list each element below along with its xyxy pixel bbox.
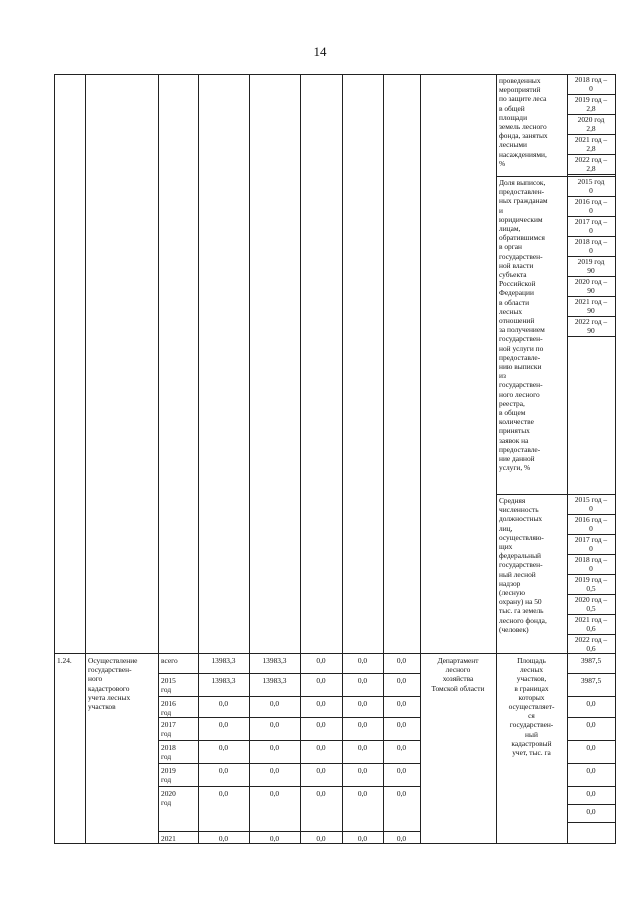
amount-cell: 0,0 (357, 834, 368, 843)
amount-cell: 0,0 (269, 789, 280, 798)
amount-cell: 0,0 (357, 743, 368, 752)
value-separator (567, 804, 616, 805)
amount-cell: 0,0 (316, 676, 326, 685)
year-label: 2021 (161, 834, 176, 843)
amount-cell: 13983,3 (262, 656, 287, 665)
indicator-value: 0,0 (586, 720, 596, 729)
value-separator (567, 696, 616, 697)
amount-cell: 0,0 (396, 743, 407, 752)
column-border (615, 74, 616, 843)
amount-cell: 13983,3 (211, 676, 236, 685)
column-border (54, 74, 55, 843)
indicator-value: 0,0 (586, 789, 596, 798)
indicator-value: 2019 год 90 (577, 257, 605, 276)
amount-cell: 0,0 (316, 656, 326, 665)
indicator-value: 0,0 (586, 699, 596, 708)
amount-cell: 0,0 (218, 720, 229, 729)
table-top-border (54, 74, 616, 75)
indicator-value: 2021 год – 0,6 (574, 615, 608, 634)
column-border (158, 74, 159, 843)
executor: Департамент лесного хозяйства Томской области (431, 656, 485, 693)
indicator-value: 2022 год – 2,8 (574, 155, 608, 174)
indicator-value: 2022 год – 0,6 (574, 635, 608, 654)
amount-cell: 0,0 (396, 699, 407, 708)
year-label: 2019 год (161, 766, 176, 785)
amount-cell: 0,0 (269, 766, 280, 775)
activity-name: Осуществление государствен- ного кадастрового учета лесных участков (88, 656, 138, 712)
indicator-value: 2017 год – 0 (574, 535, 608, 554)
amount-cell: 0,0 (316, 720, 326, 729)
value-separator (567, 822, 616, 823)
value-separator (567, 673, 616, 674)
amount-cell: 0,0 (396, 789, 407, 798)
value-separator (567, 763, 616, 764)
year-row-separator (158, 696, 421, 697)
amount-cell: 0,0 (218, 699, 229, 708)
amount-cell: 0,0 (357, 656, 368, 665)
year-row-separator (158, 740, 421, 741)
indicator-value: 2019 год – 2,8 (574, 95, 608, 114)
indicator-value: 2018 год – 0 (574, 555, 608, 574)
value-separator (567, 717, 616, 718)
amount-cell: 0,0 (269, 699, 280, 708)
amount-cell: 0,0 (396, 720, 407, 729)
indicator-value: 2015 год 0 (577, 177, 605, 196)
amount-cell: 0,0 (218, 834, 229, 843)
amount-cell: 13983,3 (262, 676, 287, 685)
indicator-value: 2016 год – 0 (574, 515, 608, 534)
amount-cell: 0,0 (269, 834, 280, 843)
indicator-value: 2018 год – 0 (574, 75, 608, 94)
column-border (85, 74, 86, 843)
year-label: 2015 год (161, 676, 176, 695)
amount-cell: 0,0 (218, 789, 229, 798)
amount-cell: 0,0 (316, 699, 326, 708)
indicator-value: 3987,5 (580, 656, 602, 665)
indicator-text: Площадь лесных участков, в границах которых осуществляет- ся государствен- ный кадастровый учет, тыс. га (508, 656, 555, 758)
year-label: 2017 год (161, 720, 176, 739)
row-separator (54, 653, 616, 654)
indicator-value: 2019 год – 0,5 (574, 575, 608, 594)
year-row-separator (158, 831, 421, 832)
amount-cell: 13983,3 (211, 656, 236, 665)
year-row-separator (158, 786, 421, 787)
indicator-value: 2020 год 2,8 (577, 115, 605, 134)
year-label: 2018 год (161, 743, 176, 762)
value-separator (567, 174, 616, 175)
indicator-value: 3987,5 (580, 676, 602, 685)
amount-cell: 0,0 (316, 834, 326, 843)
indicator-value: 0,0 (586, 743, 596, 752)
indicator-value: 2022 год – 90 (574, 317, 608, 336)
indicator-value: 2017 год – 0 (574, 217, 608, 236)
value-separator (567, 336, 616, 337)
indicator-value: 2021 год – 2,8 (574, 135, 608, 154)
indicator-text: Средняя численность должностных лиц, осуществляю- щих федеральный государствен- ный лесной надзор (лесную охрану) на 50 тыс. га земель лесного фонда, (человек) (499, 496, 547, 634)
amount-cell: 0,0 (357, 699, 368, 708)
amount-cell: 0,0 (357, 766, 368, 775)
amount-cell: 0,0 (269, 743, 280, 752)
amount-cell: 0,0 (218, 766, 229, 775)
column-border (420, 74, 421, 843)
indicator-value: 2018 год – 0 (574, 237, 608, 256)
indicator-value: 0,0 (586, 766, 596, 775)
amount-cell: 0,0 (316, 789, 326, 798)
indicator-value: 2020 год – 0,5 (574, 595, 608, 614)
indicator-value: 2021 год – 90 (574, 297, 608, 316)
year-label: всего (161, 656, 178, 665)
amount-cell: 0,0 (396, 676, 407, 685)
year-label: 2016 год (161, 699, 176, 718)
amount-cell: 0,0 (396, 766, 407, 775)
amount-cell: 0,0 (218, 743, 229, 752)
amount-cell: 0,0 (316, 766, 326, 775)
amount-cell: 0,0 (269, 720, 280, 729)
amount-cell: 0,0 (357, 676, 368, 685)
indicator-value: 2015 год – 0 (574, 495, 608, 514)
amount-cell: 0,0 (357, 720, 368, 729)
row-number: 1.24. (57, 656, 72, 665)
column-border (496, 74, 497, 843)
value-separator (567, 740, 616, 741)
indicator-text: Доля выписок, предоставлен- ных гражданам и юридическим лицам, обратившимся в орган государствен- ной власти субъекта Российской Федерации в области лесных отношений за получением государствен- ной услуги по предоставле- нию выписки из государствен- ного лесного реестра, в общем количестве принятых заявок на предоставле- ние данной услуги, % (499, 178, 548, 473)
indicator-value: 2020 год – 90 (574, 277, 608, 296)
indicator-value: 0,0 (586, 807, 596, 816)
indicator-value: 2016 год – 0 (574, 197, 608, 216)
amount-cell: 0,0 (396, 656, 407, 665)
amount-cell: 0,0 (357, 789, 368, 798)
page-number: 14 (313, 44, 327, 59)
amount-cell: 0,0 (396, 834, 407, 843)
year-row-separator (158, 717, 421, 718)
year-row-separator (158, 763, 421, 764)
year-label: 2020 год (161, 789, 176, 808)
year-row-separator (158, 673, 421, 674)
amount-cell: 0,0 (316, 743, 326, 752)
value-separator (567, 786, 616, 787)
indicator-text: проведенных мероприятий по защите лесa в общей площади земель лесного фонда, занятых лесными насаждениями, % (499, 76, 548, 168)
